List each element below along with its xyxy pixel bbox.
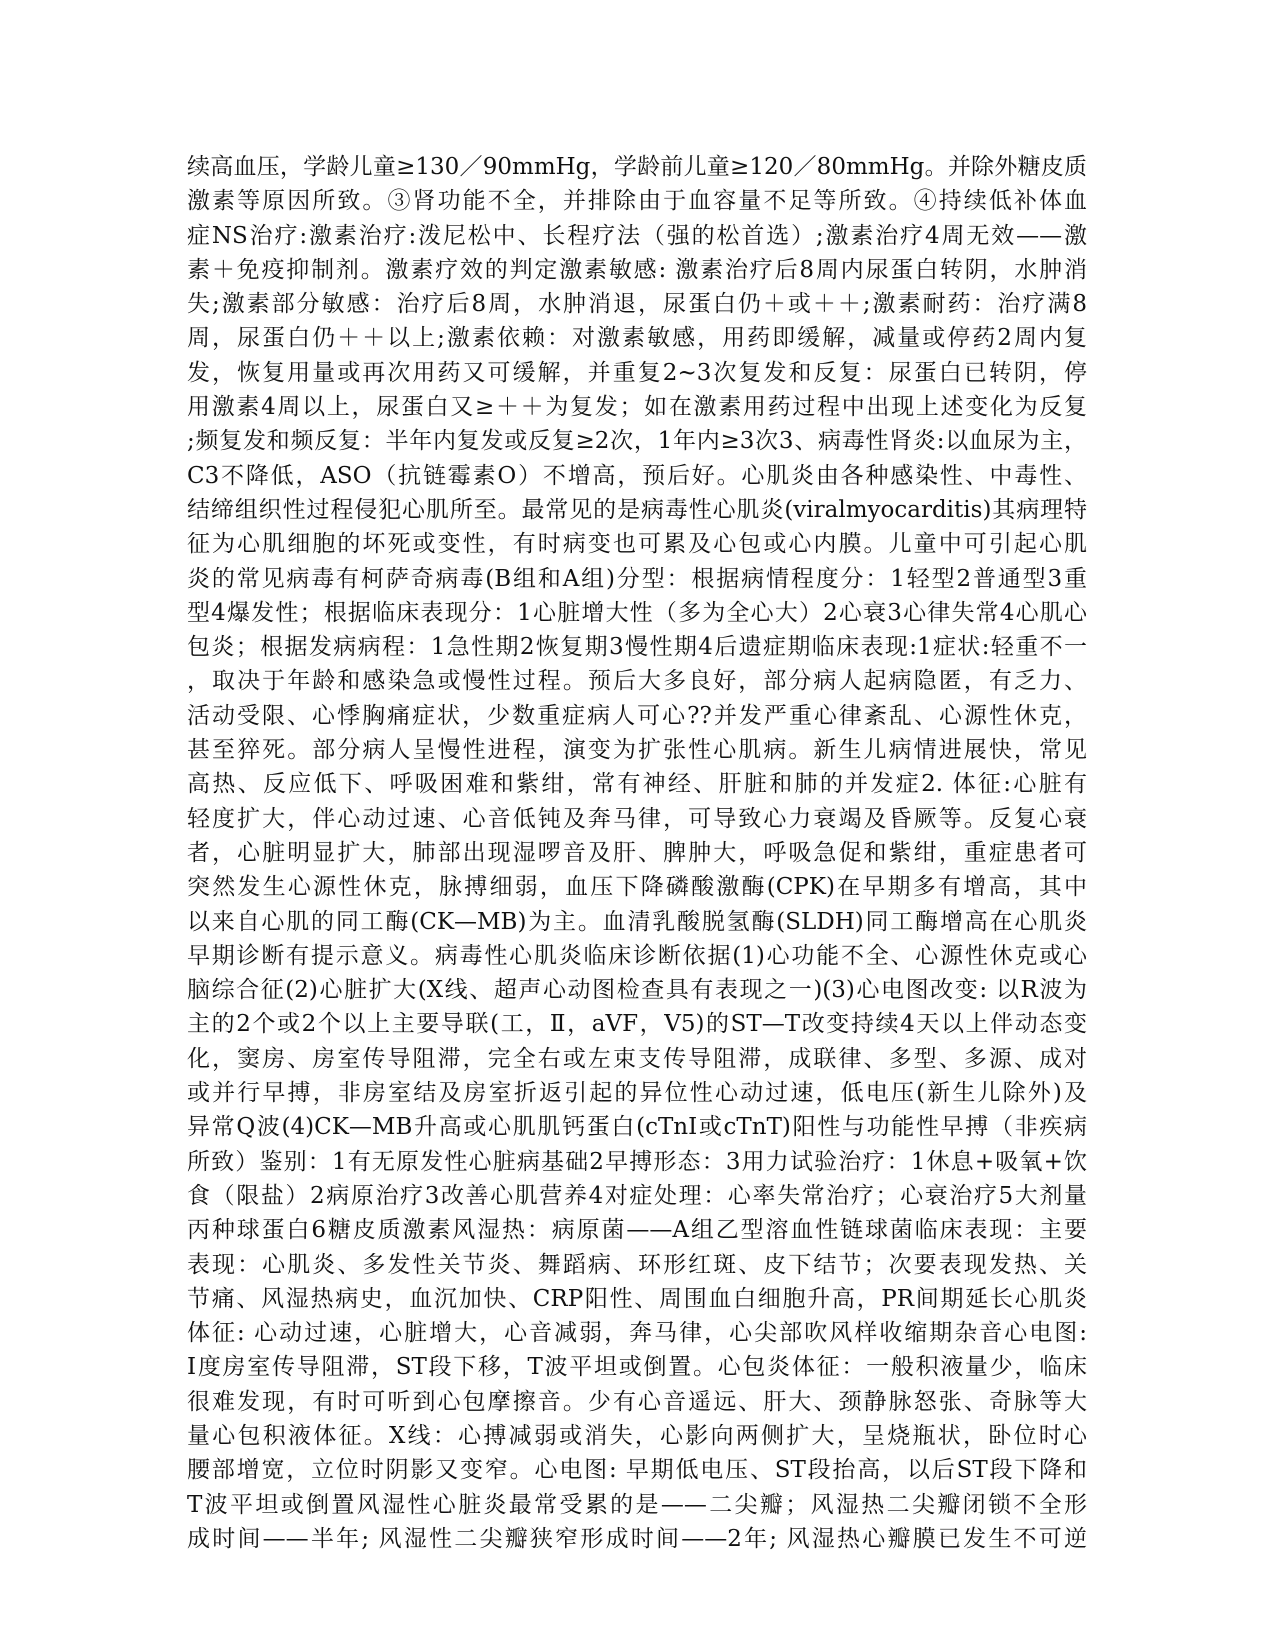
text-line: 续高血压，学龄儿童≥130／90mmHg，学龄前儿童≥120／80mmHg。并除外糖皮质 — [187, 154, 1087, 180]
body-text — [187, 150, 1087, 1556]
text-line: 节痛、风湿热病史，血沉加快、CRP阳性、周围血白细胞升高，PR间期延长心肌炎 — [187, 1285, 1087, 1312]
text-line: 量心包积液体征。X线：心搏减弱或消失，心影向两侧扩大，呈烧瓶状，卧位时心 — [187, 1422, 1087, 1449]
text-line: 炎的常见病毒有柯萨奇病毒(B组和A组)分型：根据病情程度分：1轻型2普通型3重 — [187, 565, 1087, 592]
text-line: 周，尿蛋白仍＋＋以上;激素依赖：对激素敏感，用药即缓解，减量或停药2周内复 — [187, 325, 1087, 352]
text-line: 征为心肌细胞的坏死或变性，有时病变也可累及心包或心内膜。儿童中可引起心肌 — [187, 531, 1087, 558]
text-line: 以来自心肌的同工酶(CK—MB)为主。血清乳酸脱氢酶(SLDH)同工酶增高在心肌炎 — [187, 908, 1087, 935]
text-line: C3不降低，ASO（抗链霉素O）不增高，预后好。心肌炎由各种感染性、中毒性、 — [187, 462, 1087, 489]
text-line: 活动受限、心悸胸痛症状，少数重症病人可心??并发严重心律紊乱、心源性休克， — [187, 702, 1087, 729]
text-line: ，取决于年龄和感染急或慢性过程。预后大多良好，部分病人起病隐匿，有乏力、 — [187, 668, 1087, 695]
text-line: 素＋免疫抑制剂。激素疗效的判定激素敏感: 激素治疗后8周内尿蛋白转阴，水肿消 — [187, 256, 1087, 283]
text-line: 脑综合征(2)心脏扩大(X线、超声心动图检查具有表现之一)(3)心电图改变: 以R波为 — [187, 977, 1087, 1004]
text-line: 者，心脏明显扩大，肺部出现湿啰音及肝、脾肿大，呼吸急促和紫绀，重症患者可 — [187, 839, 1087, 866]
text-line: I度房室传导阻滞，ST段下移，T波平坦或倒置。心包炎体征：一般积液量少，临床 — [187, 1354, 1087, 1381]
text-line: 成时间——半年; 风湿性二尖瓣狭窄形成时间——2年; 风湿热心瓣膜已发生不可逆 — [187, 1525, 1087, 1552]
text-line: 主的2个或2个以上主要导联(工，Ⅱ，aVF，V5)的ST—T改变持续4天以上伴动态变 — [187, 1011, 1087, 1038]
text-line: 食（限盐）2病原治疗3改善心肌营养4对症处理：心率失常治疗；心衰治疗5大剂量 — [187, 1182, 1087, 1209]
text-line: 很难发现，有时可听到心包摩擦音。少有心音遥远、肝大、颈静脉怒张、奇脉等大 — [187, 1388, 1087, 1415]
text-line: ;频复发和频反复：半年内复发或反复≥2次，1年内≥3次3、病毒性肾炎:以血尿为主， — [187, 428, 1087, 455]
text-line: 或并行早搏，非房室结及房室折返引起的异位性心动过速，低电压(新生儿除外)及 — [187, 1080, 1087, 1107]
text-line: 所致）鉴别：1有无原发性心脏病基础2早搏形态：3用力试验治疗：1休息+吸氧+饮 — [187, 1148, 1087, 1175]
text-line: 激素等原因所致。③肾功能不全，并排除由于血容量不足等所致。④持续低补体血 — [187, 188, 1087, 215]
text-line: 甚至猝死。部分病人呈慢性进程，演变为扩张性心肌病。新生儿病情进展快，常见 — [187, 737, 1087, 764]
text-line: 突然发生心源性休克，脉搏细弱，血压下降磷酸激酶(CPK)在早期多有增高，其中 — [187, 874, 1087, 901]
text-line: 轻度扩大，伴心动过速、心音低钝及奔马律，可导致心力衰竭及昏厥等。反复心衰 — [187, 805, 1087, 832]
text-line: 丙种球蛋白6糖皮质激素风湿热：病原菌——A组乙型溶血性链球菌临床表现：主要 — [187, 1217, 1087, 1244]
text-line: 用激素4周以上，尿蛋白又≥＋＋为复发；如在激素用药过程中出现上述变化为反复 — [187, 394, 1087, 421]
text-line: 早期诊断有提示意义。病毒性心肌炎临床诊断依据(1)心功能不全、心源性休克或心 — [187, 942, 1087, 969]
text-line: 腰部增宽，立位时阴影又变窄。心电图: 早期低电压、ST段抬高，以后ST段下降和 — [187, 1457, 1087, 1484]
text-line: 症NS治疗:激素治疗:泼尼松中、长程疗法（强的松首选）;激素治疗4周无效——激 — [187, 222, 1087, 249]
text-line: 结缔组织性过程侵犯心肌所至。最常见的是病毒性心肌炎(viralmyocarditis)其病理特 — [187, 496, 1087, 523]
text-line: 化，窦房、房室传导阻滞，完全右或左束支传导阻滞，成联律、多型、多源、成对 — [187, 1045, 1087, 1072]
text-line: 表现：心肌炎、多发性关节炎、舞蹈病、环形红斑、皮下结节；次要表现发热、关 — [187, 1251, 1087, 1278]
text-line: 体征: 心动过速，心脏增大，心音减弱，奔马律，心尖部吹风样收缩期杂音心电图: — [187, 1320, 1087, 1347]
text-line: 异常Q波(4)CK—MB升高或心肌肌钙蛋白(cTnI或cTnT)阳性与功能性早搏（非疾病 — [187, 1114, 1087, 1141]
text-line: 包炎；根据发病病程：1急性期2恢复期3慢性期4后遗症期临床表现:1症状:轻重不一 — [187, 634, 1087, 661]
text-line: 发，恢复用量或再次用药又可缓解，并重复2~3次复发和反复：尿蛋白已转阴，停 — [187, 359, 1087, 386]
text-line: T波平坦或倒置风湿性心脏炎最常受累的是——二尖瓣；风湿热二尖瓣闭锁不全形 — [187, 1491, 1087, 1518]
text-line: 高热、反应低下、呼吸困难和紫绀，常有神经、肝脏和肺的并发症2. 体征:心脏有 — [187, 771, 1087, 798]
text-line: 型4爆发性；根据临床表现分：1心脏增大性（多为全心大）2心衰3心律失常4心肌心 — [187, 599, 1087, 626]
text-line: 失;激素部分敏感：治疗后8周，水肿消退，尿蛋白仍＋或＋＋;激素耐药：治疗满8 — [187, 291, 1087, 318]
